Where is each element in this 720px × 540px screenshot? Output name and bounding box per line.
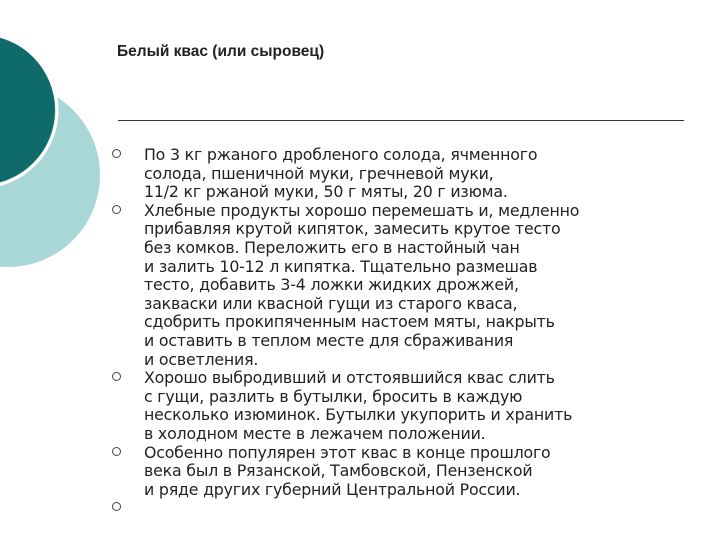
bullet-item [112,444,712,500]
bullet-text-line: века был в Рязанской, Тамбовской, Пензенской [144,461,533,481]
hollow-circle-bullet-icon [112,447,121,456]
bullet-text-line: и оставить в теплом месте для сбраживания [144,330,514,350]
bullet-text-line: в холодном месте в лежачем положении. [144,423,486,443]
hollow-circle-bullet-icon [112,149,121,158]
bullet-text-line: По 3 кг ржаного дробленого солода, ячменного [144,145,538,164]
bullet-text-line: 11/2 кг ржаной муки, 50 г мяты, 20 г изюма. [144,182,508,202]
bullet-text-line: солода, пшеничной муки, гречневой муки, [144,163,494,183]
bullet-text-line: и осветления. [144,349,259,369]
bullet-text-line: Хорошо выбродивший и отстоявшийся квас слить [144,368,555,388]
slide-title: Белый квас (или сыровец) [117,43,325,60]
bullet-text-line: прибавляя крутой кипяток, замесить крутое тесто [144,219,561,239]
bullet-item [112,202,712,369]
bullet-item [112,499,712,519]
decorative-circles [0,0,120,290]
bullet-text-line: сдобрить прокипяченным настоем мяты, накрыть [144,312,555,332]
bullet-text-line: с гущи, разлить в бутылки, бросить в каждую [144,386,523,406]
hollow-circle-bullet-icon [112,502,121,511]
bullet-text-line: несколько изюминок. Бутылки укупорить и хранить [144,405,573,425]
bullet-item [112,146,712,202]
title-divider [118,120,684,121]
hollow-circle-bullet-icon [112,372,121,381]
bullet-item [112,369,712,443]
bullet-list [112,146,712,519]
bullet-text-line: закваски или квасной гущи из старого кваса, [144,293,518,313]
bullet-text-line: и ряде других губерний Центральной России. [144,479,521,499]
bullet-text-line: без комков. Переложить его в настойный чан [144,237,520,257]
bullet-text-line: тесто, добавить 3-4 ложки жидких дрожжей, [144,275,519,295]
bullet-text-line: Особенно популярен этот квас в конце прошлого [144,442,551,462]
bullet-text-line: и залить 10-12 л кипятка. Тщательно размешав [144,256,538,276]
bullet-text-line: Хлебные продукты хорошо перемешать и, медленно [144,200,580,220]
hollow-circle-bullet-icon [112,205,121,214]
